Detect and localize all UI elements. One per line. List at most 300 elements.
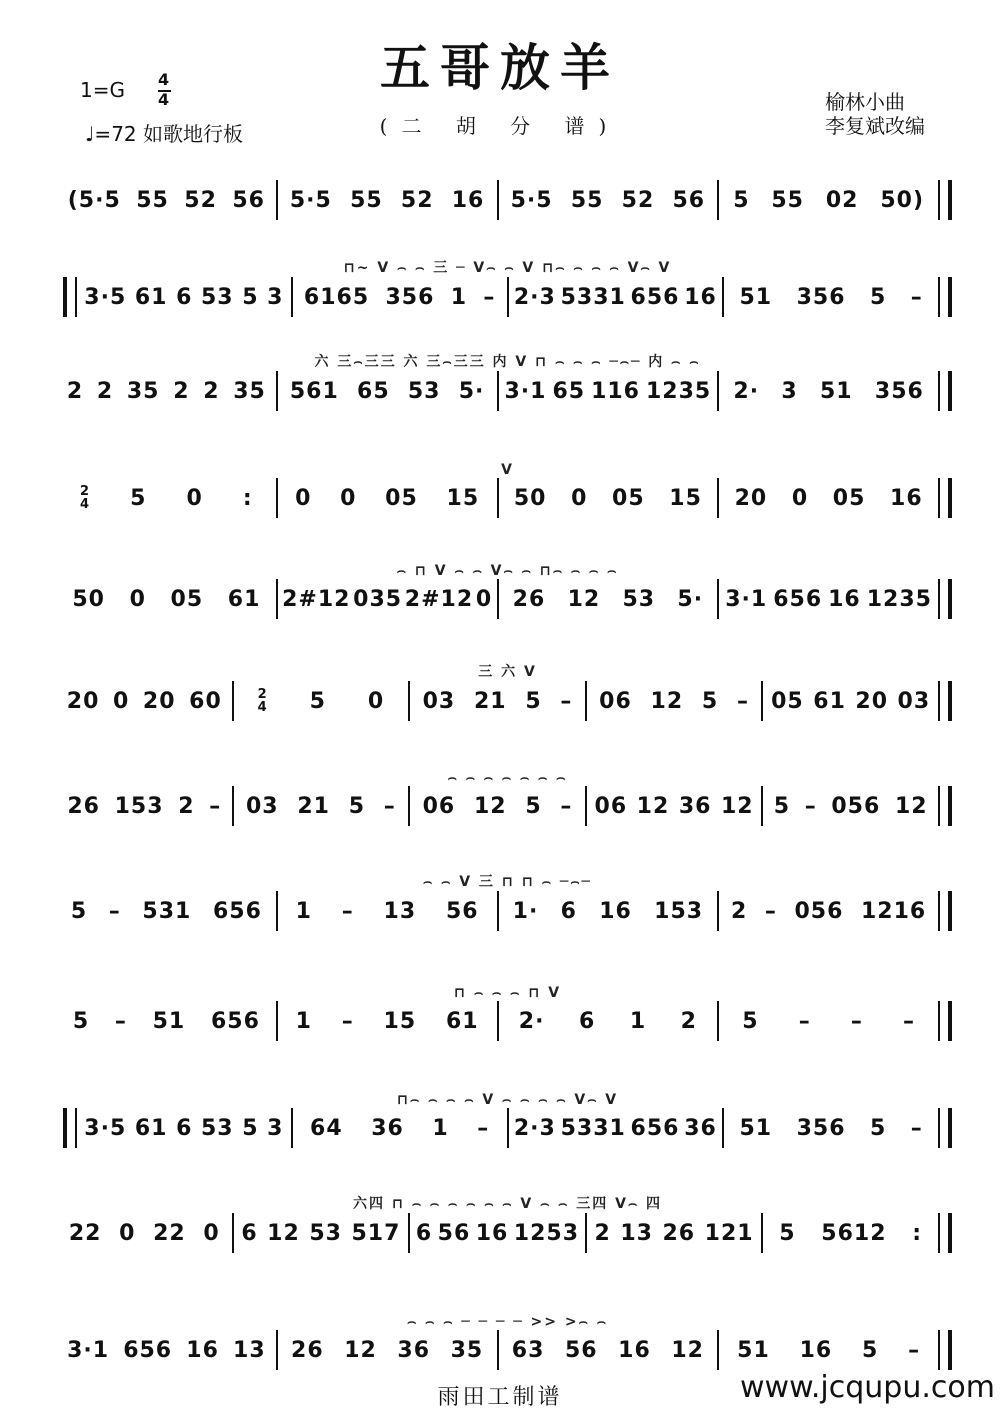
note-group: 26 — [662, 1220, 696, 1246]
note-group: 2#12 — [404, 586, 474, 612]
measure — [237, 794, 406, 819]
note-group: 15 — [383, 1008, 417, 1034]
note-group: 53 — [201, 284, 234, 310]
note-group: 2 — [173, 378, 190, 404]
measure — [722, 379, 935, 404]
note-group: : — [912, 1220, 923, 1246]
note-group: 5 — [348, 793, 366, 819]
note-group: 5 — [525, 793, 542, 819]
measure — [281, 899, 494, 924]
measure — [80, 1116, 288, 1141]
note-group: (5·5 — [67, 187, 121, 213]
note-group: 64 — [310, 1115, 343, 1141]
note-group: 3·1 — [504, 378, 547, 404]
barline — [938, 478, 952, 518]
barline — [63, 277, 77, 317]
note-group: 656 — [123, 1337, 173, 1363]
note-group: 3 — [267, 284, 284, 310]
measure — [722, 899, 935, 924]
barline — [497, 180, 499, 220]
note-group: 51 — [152, 1008, 186, 1034]
performance-marks: ⊓⌢ ⌢ ⌢ ⌢ V ⌢ ⌢ ⌢ ⌢ V⌢ V — [396, 1092, 619, 1108]
note-group: 52 — [621, 187, 655, 213]
measure — [281, 1338, 494, 1363]
note-group: 656 — [630, 1115, 680, 1141]
barline — [408, 786, 410, 826]
note-group: 5 — [242, 1115, 259, 1141]
barline — [938, 1108, 952, 1148]
note-group: 03 — [422, 688, 456, 714]
note-group: 3·5 — [84, 1115, 127, 1141]
note-group: 5·5 — [289, 187, 332, 213]
note-group: 12 — [671, 1337, 704, 1363]
measure — [80, 285, 288, 310]
note-group: 5 — [242, 284, 259, 310]
note-group: 53 — [622, 586, 656, 612]
note-group: 2 — [680, 1008, 697, 1034]
note-group: 5 — [72, 1008, 90, 1034]
measure — [727, 285, 935, 310]
performance-marks: ⊓~ V ⌢ ⌢ 三 ─ V⌢ ⌢ V ⊓⌢ ⌢ ⌢ ⌢ V⌢ V — [343, 260, 672, 276]
note-group: 1· — [512, 898, 539, 924]
note-group: 05 — [385, 485, 418, 511]
score-system — [60, 1211, 955, 1255]
note-group: 1 — [432, 1115, 449, 1141]
note-group: 15 — [446, 485, 480, 511]
note-group: 12 — [567, 586, 601, 612]
note-group: 2·3 — [513, 284, 556, 310]
note-group: – — [560, 688, 573, 714]
tempo-marking: ♩=72 如歌地行板 — [85, 122, 243, 146]
note-group: – — [908, 1337, 921, 1363]
note-group: 35 — [126, 378, 160, 404]
barline — [276, 1001, 278, 1041]
barline — [291, 277, 293, 317]
performance-marks: 六 三⌢三三 六 三⌢三三 内 V ⊓ ⌢ ⌢ ⌢ ─⌢─ 内 ⌢ ⌢ — [314, 354, 701, 370]
note-group: 05 — [612, 485, 645, 511]
note-group: 561 — [289, 378, 339, 404]
note-group: 5 — [773, 793, 791, 819]
note-group: 60 — [189, 688, 222, 714]
score-system — [60, 178, 955, 222]
note-group: 2·3 — [513, 1115, 556, 1141]
note-group: 61 — [813, 688, 846, 714]
barline — [276, 1330, 278, 1370]
note-group: 5331 — [560, 284, 626, 310]
note-group: 52 — [400, 187, 434, 213]
barline — [938, 1213, 952, 1253]
note-group: 16 — [618, 1337, 651, 1363]
note-group: 21 — [297, 793, 330, 819]
note-group: 51 — [819, 378, 853, 404]
score-system — [60, 999, 955, 1043]
barline — [761, 681, 763, 721]
note-group: 356 — [874, 378, 924, 404]
score-system — [60, 577, 955, 621]
note-group: 2· — [518, 1008, 545, 1034]
note-group: 61 — [445, 1008, 479, 1034]
measure — [502, 188, 715, 213]
note-group: 55 — [771, 187, 804, 213]
note-group: 03 — [245, 793, 279, 819]
barline — [938, 579, 952, 619]
barline — [276, 891, 278, 931]
key-signature: 1=G — [80, 78, 125, 102]
arranger-credit: 李复斌改编 — [825, 114, 925, 138]
note-group: : — [242, 485, 253, 511]
note-group: 0 — [340, 485, 357, 511]
note-group: 12 — [650, 688, 684, 714]
note-group: 656 — [212, 898, 262, 924]
barline — [232, 786, 234, 826]
note-group: 531 — [142, 898, 192, 924]
barline — [938, 277, 952, 317]
note-group: – — [804, 793, 817, 819]
barline — [938, 1001, 952, 1041]
measure — [512, 1116, 720, 1141]
note-group: 2 — [96, 378, 114, 404]
note-group: 12 — [894, 793, 928, 819]
note-group: 26 — [291, 1337, 324, 1363]
engraver-credit: 雨田工制谱 — [437, 1385, 563, 1410]
note-group: 6 — [578, 1008, 596, 1034]
measure — [413, 689, 582, 714]
note-group: 056 — [794, 898, 844, 924]
note-group: – — [902, 1008, 915, 1034]
barline — [717, 1001, 719, 1041]
performance-marks: 六四 ⊓ ⌢ ⌢ ⌢ ⌢ ⌢ ⌢ V ⌢ ⌢ 三四 V⌢ 四 — [352, 1196, 663, 1212]
barline — [585, 681, 587, 721]
measure — [766, 1221, 935, 1246]
note-group: – — [383, 793, 396, 819]
score-system — [60, 369, 955, 413]
note-group: 0 — [113, 688, 130, 714]
measure — [502, 899, 715, 924]
measure — [590, 794, 759, 819]
measure — [281, 486, 494, 511]
note-group: 356 — [796, 284, 846, 310]
barline — [497, 891, 499, 931]
note-group: 03 — [897, 688, 931, 714]
note-group: 2 — [203, 378, 220, 404]
note-group: 1253 — [513, 1220, 580, 1246]
note-group: 22 — [68, 1220, 102, 1246]
note-group: 656 — [630, 284, 680, 310]
note-group: 53 — [407, 378, 441, 404]
note-group: 1216 — [860, 898, 927, 924]
barline — [938, 891, 952, 931]
note-group: 2 — [594, 1220, 611, 1246]
note-group: 1 — [295, 1008, 312, 1034]
performance-marks: V — [501, 462, 514, 478]
note-group: 05 — [771, 688, 804, 714]
note-group: 6165 — [303, 284, 370, 310]
measure — [60, 899, 273, 924]
note-group: 13 — [383, 898, 417, 924]
note-group: 2 — [731, 898, 748, 924]
note-group: 16 — [799, 1337, 833, 1363]
note-group: 02 — [825, 187, 859, 213]
measure — [413, 794, 582, 819]
note-group: – — [910, 284, 923, 310]
note-group: 56 — [445, 898, 479, 924]
barline — [938, 681, 952, 721]
note-group: 0 — [367, 688, 385, 714]
barline — [722, 277, 724, 317]
song-source: 榆林小曲 — [825, 90, 905, 114]
measure — [281, 188, 494, 213]
measure — [722, 1338, 935, 1363]
note-group: 55 — [350, 187, 383, 213]
measure — [502, 379, 715, 404]
note-group: 153 — [654, 898, 704, 924]
note-group: 3·1 — [725, 586, 768, 612]
measure — [237, 688, 406, 714]
barline — [938, 786, 952, 826]
barline — [761, 786, 763, 826]
note-group: 035 — [353, 586, 403, 612]
score-system — [60, 679, 955, 723]
note-group: 16 — [890, 485, 923, 511]
note-group: 3·1 — [67, 1337, 110, 1363]
note-group: 517 — [351, 1220, 401, 1246]
note-group: 16 — [451, 187, 485, 213]
note-group: 0 — [791, 485, 809, 511]
barline — [497, 478, 499, 518]
note-group: 153 — [114, 793, 164, 819]
note-group: 3·5 — [84, 284, 127, 310]
note-group: 21 — [473, 688, 507, 714]
note-group: 5612 — [821, 1220, 887, 1246]
note-group: 35 — [233, 378, 266, 404]
note-group: 05 — [170, 586, 204, 612]
performance-marks: ⊓ ⌢ ⌢ ⌢ ⊓ V — [453, 985, 562, 1001]
note-group: – — [209, 793, 222, 819]
note-group: 0 — [295, 485, 312, 511]
score-system — [60, 1328, 955, 1372]
note-group: 1 — [295, 898, 312, 924]
barline — [507, 277, 509, 317]
note-group: 5· — [458, 378, 485, 404]
measure — [296, 285, 504, 310]
note-group: 5 — [869, 284, 887, 310]
note-group: – — [910, 1115, 923, 1141]
note-group: – — [736, 688, 749, 714]
note-group: 1 — [450, 284, 468, 310]
note-group: 5 — [869, 1115, 887, 1141]
barline — [276, 180, 278, 220]
barline — [408, 1213, 410, 1253]
note-group: 36 — [397, 1337, 431, 1363]
barline — [938, 1330, 952, 1370]
barline — [63, 1108, 77, 1148]
note-group: 6 — [560, 898, 577, 924]
note-group: 65 — [552, 378, 586, 404]
note-group: 20 — [734, 485, 768, 511]
note-group: – — [798, 1008, 811, 1034]
note-group: 20 — [142, 688, 176, 714]
barline — [717, 478, 719, 518]
note-group: 50 — [513, 485, 547, 511]
note-group: 356 — [796, 1115, 846, 1141]
note-group: – — [108, 898, 121, 924]
note-group: 63 — [511, 1337, 545, 1363]
measure — [296, 1116, 504, 1141]
note-group: 5· — [677, 586, 704, 612]
note-group: 36 — [678, 793, 712, 819]
measure — [281, 1009, 494, 1034]
barline — [497, 371, 499, 411]
note-group: 5331 — [560, 1115, 626, 1141]
note-group: 2· — [733, 378, 760, 404]
barline — [276, 371, 278, 411]
note-group: 5 — [779, 1220, 796, 1246]
barline — [497, 1330, 499, 1370]
note-group: – — [114, 1008, 127, 1034]
performance-marks: ⌢ ⌢ V 三 ⊓ ⊓ ⌢ ─⌢─ — [423, 874, 592, 890]
note-group: 12 — [344, 1337, 377, 1363]
performance-marks: ⌢ ⌢ ⌢ ─ ─ ─ ─ >> >⌢ ⌢ — [407, 1314, 608, 1330]
note-group: 12 — [720, 793, 754, 819]
measure — [281, 587, 494, 612]
barline — [276, 478, 278, 518]
note-group: 20 — [66, 688, 100, 714]
note-group: – — [483, 284, 496, 310]
measure — [60, 379, 273, 404]
note-group: 0 — [203, 1220, 220, 1246]
note-group: 2 4 — [257, 688, 268, 714]
barline — [717, 579, 719, 619]
note-group: 6 — [176, 284, 193, 310]
note-group: 056 — [831, 793, 881, 819]
note-group: 12 — [636, 793, 670, 819]
note-group: 0 — [475, 586, 493, 612]
note-group: 5 — [733, 187, 750, 213]
barline — [585, 1213, 587, 1253]
note-group: – — [341, 898, 354, 924]
note-group: 56 — [564, 1337, 598, 1363]
barline — [291, 1108, 293, 1148]
note-group: 55 — [570, 187, 604, 213]
barline — [722, 1108, 724, 1148]
measure — [60, 1009, 273, 1034]
note-group: 53 — [309, 1220, 342, 1246]
note-group: 5 — [525, 688, 542, 714]
barline — [497, 579, 499, 619]
measure — [766, 689, 935, 714]
note-group: 2 4 — [80, 485, 91, 511]
measure — [502, 587, 715, 612]
note-group: 06 — [599, 688, 632, 714]
measure — [237, 1221, 406, 1246]
note-group: – — [341, 1008, 354, 1034]
measure — [722, 587, 935, 612]
barline — [497, 1001, 499, 1041]
note-group: 16 — [186, 1337, 219, 1363]
note-group: 6 — [241, 1220, 258, 1246]
score-system — [60, 889, 955, 933]
measure — [502, 1009, 715, 1034]
note-group: 12 — [267, 1220, 300, 1246]
note-group: 356 — [385, 284, 435, 310]
measure — [60, 1221, 229, 1246]
measure — [60, 587, 273, 612]
note-group: 656 — [210, 1008, 260, 1034]
note-group: 61 — [134, 1115, 168, 1141]
barline — [232, 1213, 234, 1253]
note-group: 16 — [828, 586, 861, 612]
performance-marks: ⌢ ⊓ V ⌢ ⌢ V⌢ ⌢ ⊓⌢ ⌢ ⌢ ⌢ — [396, 563, 619, 579]
meter-numerator: 4 — [158, 70, 170, 89]
note-group: 5 — [309, 688, 326, 714]
note-group: 15 — [669, 485, 702, 511]
note-group: 51 — [739, 1115, 773, 1141]
note-group: 0 — [186, 485, 203, 511]
barline — [717, 1330, 719, 1370]
note-group: 2 — [66, 378, 84, 404]
page-title: 五哥放羊 — [380, 38, 620, 97]
note-group: 22 — [153, 1220, 186, 1246]
measure — [766, 794, 935, 819]
note-group: 0 — [129, 586, 146, 612]
note-group: 3 — [267, 1115, 284, 1141]
note-group: 56 — [672, 187, 706, 213]
note-group: 61 — [134, 284, 168, 310]
score-subtitle: (二 胡 分 谱) — [379, 114, 621, 138]
measure — [722, 1009, 935, 1034]
note-group: 5 — [701, 688, 719, 714]
note-group: 36 — [371, 1115, 404, 1141]
note-group: 55 — [136, 187, 169, 213]
note-group: 5·5 — [510, 187, 553, 213]
note-group: 52 — [184, 187, 217, 213]
note-group: 5 — [742, 1008, 759, 1034]
score-system — [60, 1106, 955, 1150]
barline — [585, 786, 587, 826]
note-group: 5 — [70, 898, 88, 924]
note-group: 1235 — [866, 586, 932, 612]
barline — [507, 1108, 509, 1148]
note-group: 36 — [684, 1115, 717, 1141]
measure — [727, 1116, 935, 1141]
note-group: 0 — [571, 485, 588, 511]
note-group: 656 — [773, 586, 823, 612]
measure — [722, 486, 935, 511]
note-group: 5 — [130, 485, 147, 511]
note-group: 6 — [415, 1220, 433, 1246]
note-group: 61 — [227, 586, 261, 612]
measure — [281, 379, 494, 404]
note-group: 5 — [861, 1337, 879, 1363]
note-group: 121 — [704, 1220, 754, 1246]
note-group: 16 — [599, 898, 632, 924]
note-group: 16 — [475, 1220, 509, 1246]
note-group: 53 — [201, 1115, 234, 1141]
barline — [717, 891, 719, 931]
measure — [60, 689, 229, 714]
performance-marks: 三 六 V — [478, 664, 537, 680]
measure — [413, 1221, 582, 1246]
note-group: 2#12 — [282, 586, 351, 612]
note-group: – — [560, 793, 573, 819]
score-system — [60, 275, 955, 319]
measure — [60, 794, 229, 819]
note-group: 13 — [233, 1337, 266, 1363]
note-group: 12 — [473, 793, 507, 819]
barline — [276, 579, 278, 619]
note-group: 05 — [832, 485, 866, 511]
note-group: 51 — [737, 1337, 770, 1363]
